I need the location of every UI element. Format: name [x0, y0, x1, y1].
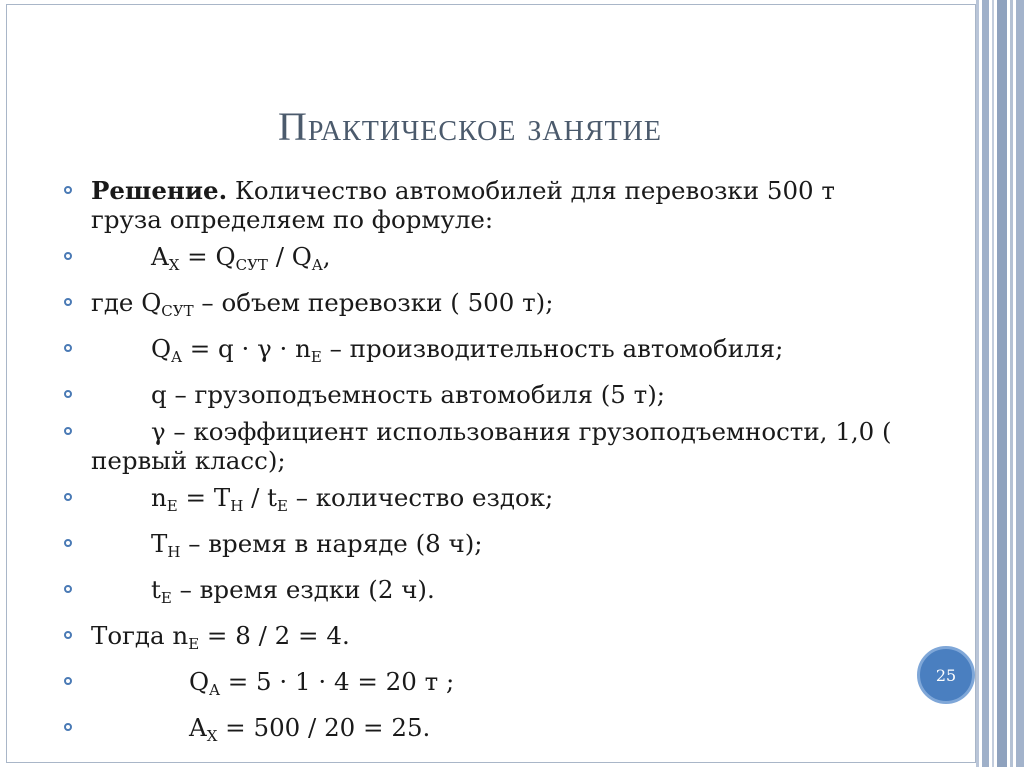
bullet-icon: [64, 723, 72, 731]
formula-subscript: X: [168, 256, 180, 274]
bullet-item: [62, 380, 912, 409]
bullet-item: [62, 417, 912, 475]
formula-subscript: СУТ: [161, 302, 194, 320]
bullet-icon: [64, 390, 72, 398]
formula-subscript: A: [209, 681, 220, 699]
bullet-item: [62, 713, 912, 751]
page-number-badge: [917, 646, 975, 704]
formula-text: Q: [151, 334, 172, 363]
formula-subscript: E: [166, 497, 178, 515]
bullet-icon: [64, 298, 72, 306]
bullet-icon: [64, 539, 72, 547]
solution-label: Решение.: [91, 176, 228, 205]
slide-title: Практическое занятие: [278, 104, 662, 149]
formula-text: ,: [322, 242, 331, 271]
bullet-icon: [64, 252, 72, 260]
formula-text: / t: [243, 483, 277, 512]
page-number: 25: [935, 665, 957, 685]
formula-subscript: H: [230, 497, 244, 515]
bullet-text: – объем перевозки ( 500 т);: [193, 288, 554, 317]
formula-subscript: A: [171, 348, 182, 366]
formula-text: t: [151, 575, 161, 604]
bullet-item: [62, 621, 912, 659]
bullet-icon: [64, 186, 72, 194]
bullet-icon: [64, 427, 72, 435]
formula-subscript: СУТ: [235, 256, 268, 274]
bullet-item: [62, 288, 912, 326]
formula-text: = 500 / 20 = 25.: [217, 713, 431, 742]
bullet-icon: [64, 677, 72, 685]
formula-subscript: E: [188, 635, 200, 653]
formula-text: A: [151, 242, 169, 271]
bullet-icon: [64, 585, 72, 593]
bullet-text: Тогда n: [91, 621, 189, 650]
formula-subscript: E: [276, 497, 288, 515]
bullet-item: [62, 483, 912, 521]
formula-text: Q: [189, 667, 210, 696]
formula-text: n: [151, 483, 167, 512]
formula-subscript: H: [167, 543, 181, 561]
bullet-item: [62, 242, 912, 280]
bullet-item: [62, 575, 912, 613]
formula-subscript: E: [310, 348, 322, 366]
formula-text: – время ездки (2 ч).: [171, 575, 435, 604]
formula-subscript: A: [311, 256, 323, 274]
bullet-icon: [64, 344, 72, 352]
formula-subscript: X: [206, 727, 218, 745]
formula-subscript: E: [160, 589, 172, 607]
bullet-item: [62, 334, 912, 372]
bullet-item: [62, 529, 912, 567]
formula-text: A: [189, 713, 207, 742]
bullet-text: где Q: [91, 288, 162, 317]
formula-text: = T: [177, 483, 231, 512]
formula-text: – количество ездок;: [287, 483, 554, 512]
bullet-item: [62, 667, 912, 705]
bullet-text: Количество автомобилей для перевозки 500 т груза определяем по формуле:: [91, 176, 835, 234]
formula-text: = q · γ · n: [181, 334, 311, 363]
formula-text: / Q: [267, 242, 312, 271]
formula-text: = Q: [179, 242, 236, 271]
decorative-stripes: [976, 0, 1024, 767]
formula-text: T: [151, 529, 168, 558]
formula-text: = 5 · 1 · 4 = 20 т ;: [219, 667, 455, 696]
bullet-text: – производительность автомобиля;: [321, 334, 784, 363]
bullet-text: γ – коэффициент использования грузоподъемности, 1,0 ( первый класс);: [91, 417, 892, 475]
bullet-list: [62, 176, 912, 759]
formula-text: – время в наряде (8 ч);: [180, 529, 483, 558]
bullet-icon: [64, 631, 72, 639]
bullet-text: q – грузоподъемность автомобиля (5 т);: [151, 380, 666, 409]
bullet-text: = 8 / 2 = 4.: [199, 621, 350, 650]
bullet-icon: [64, 493, 72, 501]
bullet-item: [62, 176, 912, 234]
